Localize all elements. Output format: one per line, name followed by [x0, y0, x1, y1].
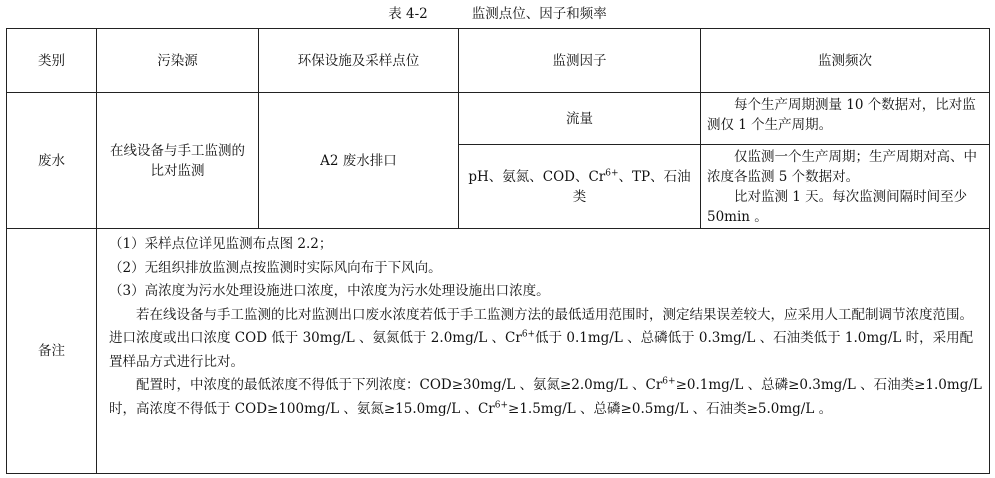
header-facility: 环保设施及采样点位 — [259, 29, 459, 93]
frequency-text-flow: 每个生产周期测量 10 个数据对，比对监测仅 1 个生产周期。 — [707, 97, 976, 133]
header-factor: 监测因子 — [459, 29, 701, 93]
superscript: 6+ — [494, 400, 509, 410]
source-text: 在线设备与手工监测的比对监测 — [110, 142, 245, 179]
remark-3: （3）高浓度为污水处理设施进口浓度，中浓度为污水处理设施出口浓度。 — [109, 283, 550, 299]
remarks-cell — [97, 229, 990, 474]
monitoring-table — [6, 28, 990, 474]
factor-text-part: pH、氨氮、COD、Cr — [468, 168, 606, 185]
remark-text-part: 配置时，中浓度的最低浓度不得低于下列浓度：COD≥30mg/L 、氨氮≥2.0mg/L 、Cr — [136, 377, 663, 393]
factor-cell-flow: 流量 — [459, 93, 701, 145]
frequency-cell-flow — [701, 93, 990, 145]
header-frequency: 监测频次 — [701, 29, 990, 93]
remark-text-part: ≥0.1mg/L 、总磷≥0.3mg/L 、石油类≥1.0mg/L 时，高浓度不得低于 COD≥100mg/L 、氨氮≥15.0mg/L 、Cr — [109, 377, 982, 417]
remark-paragraph-1 — [109, 304, 983, 375]
superscript: 6+ — [662, 376, 676, 387]
superscript: 6+ — [605, 168, 619, 178]
header-category: 类别 — [7, 29, 97, 93]
remark-text-part: 若在线设备与手工监测的比对监测出口废水浓度若低于手工监测方法的最低适用范围时，测定结果误差较大，应采用人工配制调节浓度范围。进口浓度或出口浓度 COD 低于 30mg/L 、氨氮低于 2.0mg/L 、Cr — [109, 306, 973, 346]
remark-2: （2）无组织排放监测点按监测时实际风向布于下风向。 — [109, 259, 442, 276]
superscript: 6+ — [521, 329, 536, 340]
factor-text-pollutants — [459, 167, 700, 207]
source-cell — [97, 93, 259, 229]
remark-1: （1）采样点位详见监测布点图 2.2； — [109, 236, 333, 252]
remarks-row — [7, 229, 990, 474]
table-row — [7, 93, 990, 145]
remark-text-part: ≥1.5mg/L 、总磷≥0.5mg/L 、石油类≥5.0mg/L 。 — [508, 400, 833, 417]
table-caption — [0, 4, 995, 24]
remark-paragraph-2 — [109, 374, 983, 421]
frequency-text-pollutants: 仅监测一个生产周期；生产周期对高、中浓度各监测 5 个数据对。 — [707, 149, 977, 185]
factor-text-part: 、TP、石油类 — [572, 168, 691, 205]
remark-text-part: 低于 0.1mg/L 、总磷低于 0.3mg/L 、石油类低于 1.0mg/L 时，采用配置样品方式进行比对。 — [109, 330, 974, 370]
category-cell: 废水 — [7, 93, 97, 229]
header-row — [7, 29, 990, 93]
factor-cell-pollutants — [459, 145, 701, 229]
table-number: 表 4-2 — [388, 6, 428, 22]
frequency-text-interval: 比对监测 1 天。每次监测间隔时间至少 50min 。 — [707, 189, 968, 225]
table-title: 监测点位、因子和频率 — [471, 6, 607, 22]
facility-cell: A2 废水排口 — [259, 93, 459, 229]
frequency-cell-pollutants — [701, 145, 990, 229]
remarks-label: 备注 — [7, 229, 97, 474]
header-source: 污染源 — [97, 29, 259, 93]
